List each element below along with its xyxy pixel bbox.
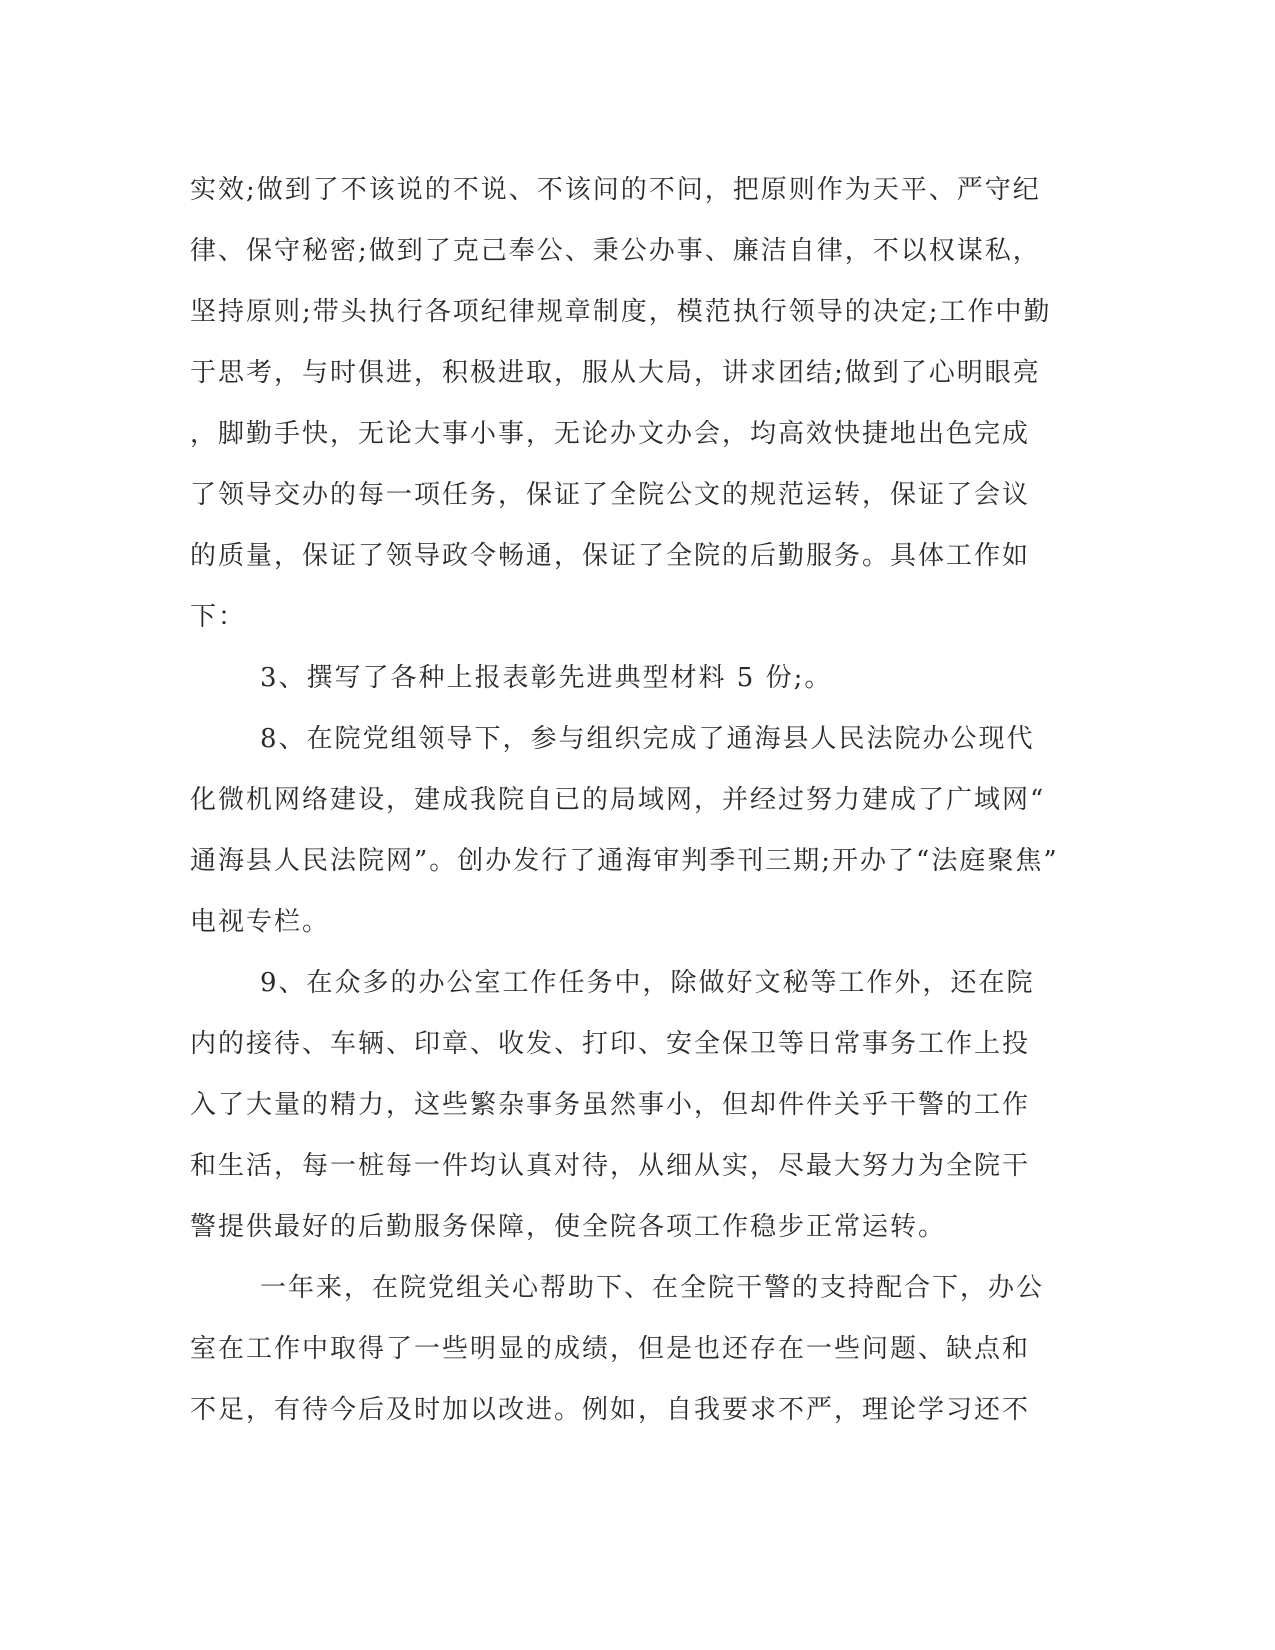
text-line: 化微机网络建设，建成我院自已的局域网，并经过努力建成了广域网“ xyxy=(190,785,1046,815)
text-line: 下： xyxy=(190,602,247,632)
text-line: 入了大量的精力，这些繁杂事务虽然事小，但却件件关乎干警的工作 xyxy=(190,1090,1031,1120)
text-line: 警提供最好的后勤服务保障，使全院各项工作稳步正常运转。 xyxy=(190,1212,947,1242)
paragraph-1 xyxy=(190,160,1080,648)
text-line: 室在工作中取得了一些明显的成绩，但是也还存在一些问题、缺点和 xyxy=(190,1334,1031,1364)
text-line: ，脚勤手快，无论大事小事，无论办文办会，均高效快捷地出色完成 xyxy=(190,419,1031,449)
text-line: 9、在众多的办公室工作任务中，除做好文秘等工作外，还在院 xyxy=(260,968,1035,998)
document-body xyxy=(190,160,1080,1441)
text-line: 实效;做到了不该说的不说、不该问的不问，把原则作为天平、严守纪 xyxy=(190,175,1041,205)
text-line: 内的接待、车辆、印章、收发、打印、安全保卫等日常事务工作上投 xyxy=(190,1029,1031,1059)
text-line: 坚持原则;带头执行各项纪律规章制度，模范执行领导的决定;工作中勤 xyxy=(190,297,1052,327)
text-line: 了领导交办的每一项任务，保证了全院公文的规范运转，保证了会议 xyxy=(190,480,1031,510)
text-line: 通海县人民法院网”。创办发行了通海审判季刊三期;开办了“法庭聚焦” xyxy=(190,846,1059,876)
paragraph-2 xyxy=(190,648,1080,709)
text-line: 于思考，与时俱进，积极进取，服从大局，讲求团结;做到了心明眼亮 xyxy=(190,358,1041,388)
text-line: 3、撰写了各种上报表彰先进典型材料 5 份;。 xyxy=(260,663,833,693)
text-line: 电视专栏。 xyxy=(190,907,331,937)
text-line: 律、保守秘密;做到了克己奉公、秉公办事、廉洁自律，不以权谋私， xyxy=(190,236,1041,266)
paragraph-5 xyxy=(190,1258,1080,1441)
text-line: 不足，有待今后及时加以改进。例如，自我要求不严，理论学习还不 xyxy=(190,1395,1031,1425)
paragraph-3 xyxy=(190,709,1080,953)
text-line: 一年来，在院党组关心帮助下、在全院干警的支持配合下，办公 xyxy=(260,1273,1045,1303)
text-line: 8、在院党组领导下，参与组织完成了通海县人民法院办公现代 xyxy=(260,724,1035,754)
paragraph-4 xyxy=(190,953,1080,1258)
text-line: 和生活，每一桩每一件均认真对待，从细从实，尽最大努力为全院干 xyxy=(190,1151,1031,1181)
text-line: 的质量，保证了领导政令畅通，保证了全院的后勤服务。具体工作如 xyxy=(190,541,1031,571)
